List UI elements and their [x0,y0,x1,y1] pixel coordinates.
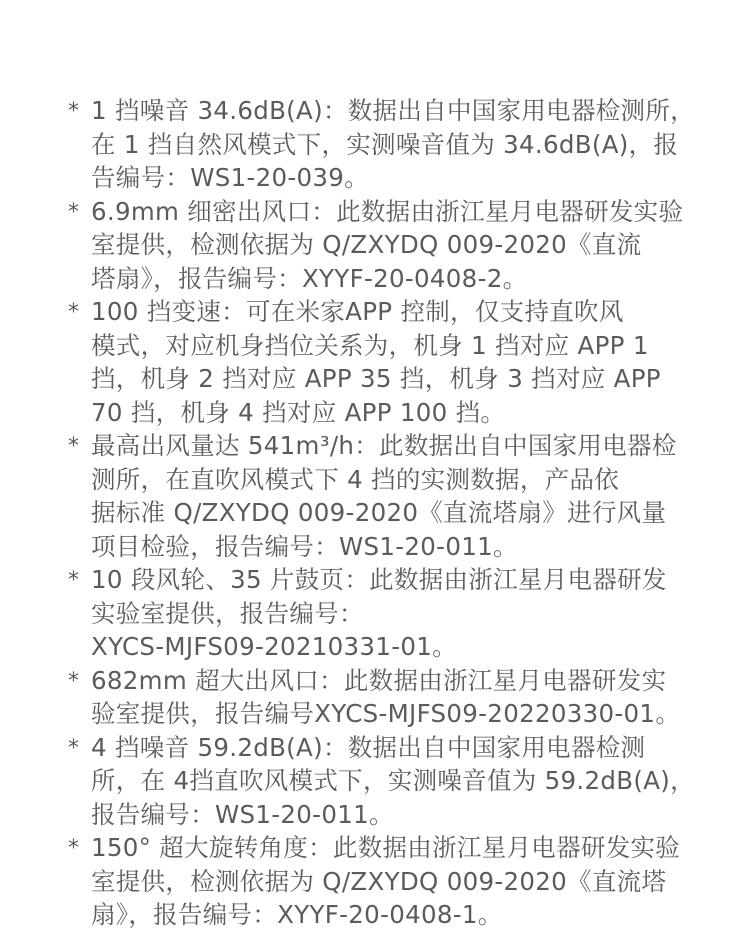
footnote-line: 扇》，报告编号：XYYF-20-0408-1。 [91,900,503,929]
bullet-asterisk: * [68,300,80,325]
footnote-text [91,831,692,932]
bullet-asterisk: * [68,836,80,861]
footnote-line: 682mm 超大出风口：此数据由浙江星月电器研发实 [91,665,667,695]
bullet-asterisk: * [68,199,80,225]
footnote-list [0,94,750,932]
footnote-line: 据标准 Q/ZXYDQ 009-2020《直流塔扇》进行风量 [91,498,667,527]
footnote-text [91,195,692,296]
footnote-line: 室提供，检测依据为 Q/ZXYDQ 009-2020《直流 [91,230,642,259]
footnote-item [0,295,750,429]
footnote-item [0,195,750,296]
footnote-line: 100 挡变速：可在米家APP 控制，仅支持直吹风 [91,297,624,326]
footnote-text [91,731,695,832]
footnote-item [0,664,750,731]
bullet-asterisk: * [68,668,80,694]
footnote-line: 项目检验，报告编号：WS1-20-011。 [91,531,518,561]
footnote-line: 室提供，检测依据为 Q/ZXYDQ 009-2020《直流塔 [91,866,667,896]
bullet-asterisk: * [68,735,80,761]
footnote-line: 10 段风轮、35 片鼓页：此数据由浙江星月电器研发 [91,565,667,594]
footnote-line: 塔扇》，报告编号：XYYF-20-0408-2。 [91,263,528,293]
footnote-line: 挡，机身 2 挡对应 APP 35 挡，机身 3 挡对应 APP [91,364,661,393]
footnote-item [0,831,750,932]
footnote-line: 模式，对应机身挡位关系为，机身 1 挡对应 APP 1 [91,330,649,360]
footnote-line: 150° 超大旋转角度：此数据由浙江星月电器研发实验 [91,833,681,862]
footnote-item [0,429,750,563]
bullet-asterisk: * [68,99,80,124]
footnote-text [91,94,695,195]
bullet-asterisk: * [68,568,80,593]
footnote-text [91,295,692,429]
footnote-line: 在 1 挡自然风模式下，实测噪音值为 34.6dB(A)，报 [91,129,679,159]
footnote-item [0,731,750,832]
footnote-line: 测所，在直吹风模式下 4 挡的实测数据，产品依 [91,464,620,494]
bullet-asterisk: * [68,434,80,459]
footnote-line: 4 挡噪音 59.2dB(A)：数据出自中国家用电器检测 [91,732,646,762]
footnote-line: 6.9mm 细密出风口：此数据由浙江星月电器研发实验 [91,196,684,226]
footnote-text [91,563,692,664]
footnote-line: 报告编号：WS1-20-011。 [91,799,394,829]
footnote-item [0,563,750,664]
footnote-text [91,429,692,563]
footnote-line: XYCS-MJFS09-20210331-01。 [91,632,457,661]
footnote-line: 1 挡噪音 34.6dB(A)：数据出自中国家用电器检测所， [91,96,695,125]
footnote-line: 70 挡，机身 4 挡对应 APP 100 挡。 [91,397,506,427]
footnote-line: 所，在 4挡直吹风模式下，实测噪音值为 59.2dB(A)， [91,766,695,795]
footnote-line: 告编号：WS1-20-039。 [91,163,369,192]
footnote-item [0,94,750,195]
footnote-line: 实验室提供，报告编号： [91,598,364,628]
footnote-line: 最高出风量达 541m³/h：此数据出自中国家用电器检 [91,431,677,460]
footnote-line: 验室提供，报告编号XYCS-MJFS09-20220330-01。 [91,699,681,728]
footnote-text [91,664,692,731]
